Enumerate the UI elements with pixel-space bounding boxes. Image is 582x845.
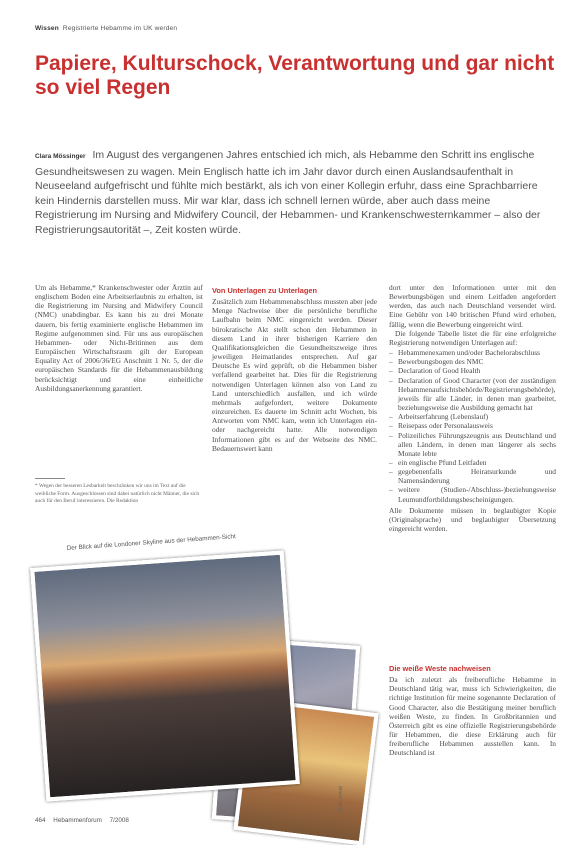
author-name: Clara Mössinger [35, 153, 86, 160]
page-number: 464 [35, 817, 46, 824]
intro-paragraph [35, 148, 555, 237]
magazine-name: Hebammenforum [53, 817, 102, 824]
list-item: – ein englische Pfund Leitfaden [389, 458, 556, 467]
column-1-text: Um als Hebamme,* Krankenschwester oder Ärztin auf englischem Boden eine Arbeitserlaubnis zu erhalten, ist die Registrierung im Nursing and Midwifery Council (NMC) unabdingbar. Es kann bis zu drei Monate dauern, bis fertig examinierte englische Hebammen im Regime aufgenommen sind. Für uns aus europäischen Hebammen- oder Nicht-Britinnen aus dem Europäischen Wirtschaftsraum gilt der European Equality Act of 2006/36/EG Anschnitt 1 Nr. 5, der die europäischen Standards für die Hebammenausbildung berücksichtigt und eine einheitliche Ausbildungsanerkennung garantiert. [35, 283, 203, 393]
list-item: – Polizeiliches Führungszeugnis aus Deutschland und allen Ländern, in denen man längerer als sechs Monate lebte [389, 431, 556, 458]
list-item: – gegebenenfalls Heiratsurkunde und Namensänderung [389, 467, 556, 485]
column-3 [389, 283, 556, 533]
section-2 [389, 664, 556, 758]
footnote-rule [35, 478, 65, 479]
photo-london-skyline [30, 550, 300, 801]
column-3-list-intro: Die folgende Tabelle listet die für eine erfolgreiche Registrierung notwendigen Unterlagen auf: [389, 328, 556, 347]
section-2-text: Da ich zuletzt als freiberufliche Hebamme in Deutschland tätig war, muss ich Schwierigkeiten, die richtige Institution für meine sogenannte Declaration of Good Character, also die Bestätigung meiner beruflich weißen Weste, zu finden. In Großbritannien und Österreich gibt es eine offizielle Registrierungsbehörde für Hebammen, die diese Erklärung auch für freiberufliche Hebammen ausstellen kann. In Deutschland ist [389, 675, 556, 758]
section-kicker [35, 25, 177, 32]
list-item: – Declaration of Good Character (von der zuständigen Hebammenaufsichtsbehörde/Registrierungsbehörde), jeweils für alle Länder, in denen man gearbeitet, beziehungsweise die Ausbildung gemacht hat [389, 376, 556, 413]
photo-credit: Foto: privat [338, 786, 344, 812]
subheading-unterlagen: Von Unterlagen zu Unterlagen [212, 286, 317, 295]
column-2-text: Zusätzlich zum Hebammenabschluss mussten aber jede Menge Nachweise über die persönliche berufliche Laufbahn beim NMC eingereicht werden. Dieser bürokratische Akt stellt schon den Hebammen in diesem Land in ihrer bisherigen Karriere den Qualifikationsgleichen die Gesundheitszweige ihres jeweiligen Heimatlandes entsprechen. Auf gar Deutsche Es wird geprüft, ob die Hebammen bisher verfallend gearbeitet hat. Dies für die Registrierung notwendigen Unterlagen können also von Land zu Land unterschiedlich ausfallen, und ich würde mehrmals aufgefordert, weitere Dokumente einzureichen. Es dauerte im Schnitt acht Wochen, bis Antworten vom NMC kam, wenn ich Unterlagen ein- oder nachgereicht hatte. Alle notwendigen Informationen gibt es auf der Webseite des NMC. Bedauernswert kann [212, 297, 377, 453]
column-3-text-top: dort unter den Informationen unter mit den Bewerbungsbögen und einem Leitfaden angefordert werden, das auch nach Deutschland versendet wird. Eine Gebühr von 140 britischen Pfund wird erhoben, fällig, wenn die Bewerbung eingereicht wird. [389, 283, 556, 329]
documents-list [389, 348, 556, 504]
subheading-weisse-weste: Die weiße Weste nachweisen [389, 664, 491, 673]
list-item: – Hebammenexamen und/oder Bachelorabschluss [389, 348, 556, 357]
photo-caption: Der Blick auf die Londoner Skyline aus der Hebammen-Sicht [66, 533, 236, 552]
kicker-section: Wissen [35, 25, 59, 32]
footnote: * Wegen der besseren Lesbarkeit beschränken wir uns im Text auf die weibliche Form. Ausgeschlossen sind dabei natürlich nicht Männer, die sich auch für den Beruf interessieren. Die Redaktion [35, 483, 200, 505]
list-item: – Reisepass oder Personalausweis [389, 421, 556, 430]
kicker-topic: Registrierte Hebamme im UK werden [62, 25, 178, 32]
list-item: – weitere (Studien-/Abschluss-)beziehungsweise Leumundfortbildungsbescheinigungen. [389, 485, 556, 503]
column-3-text-after: Alle Dokumente müssen in beglaubigter Kopie (Originalsprache) und beglaubigter Übersetzung eingereicht werden. [389, 505, 556, 534]
list-item: – Declaration of Good Health [389, 366, 556, 375]
column-2 [212, 286, 377, 453]
list-item: – Arbeitserfahrung (Lebenslauf) [389, 412, 556, 421]
intro-text: Im August des vergangenen Jahres entschied ich mich, als Hebamme den Schritt ins englische Gesundheitswesen zu wagen. Mein Englisch hatte ich im Jahr davor durch einen Auslandsaufenthalt in Neuseeland aufgefrischt und fühlte mich bestärkt, als ich von einer Kollegin erfuhr, dass eine Sprachbarriere kein Hindernis darstellen muss. Mir war klar, dass ich schnell lernen würde, aber auch dass meine Registrierung im Nursing and Midwifery Council, der Hebammen- und Krankenschwesternkammer – also der Registrierungsautorität –, Zeit kosten würde. [35, 149, 541, 236]
issue-number: 7/2008 [109, 817, 129, 824]
page-footer [35, 817, 135, 824]
headline: Papiere, Kulturschock, Verantwortung und gar nicht so viel Regen [35, 52, 555, 99]
list-item: – Bewerbungsbogen des NMC [389, 357, 556, 366]
